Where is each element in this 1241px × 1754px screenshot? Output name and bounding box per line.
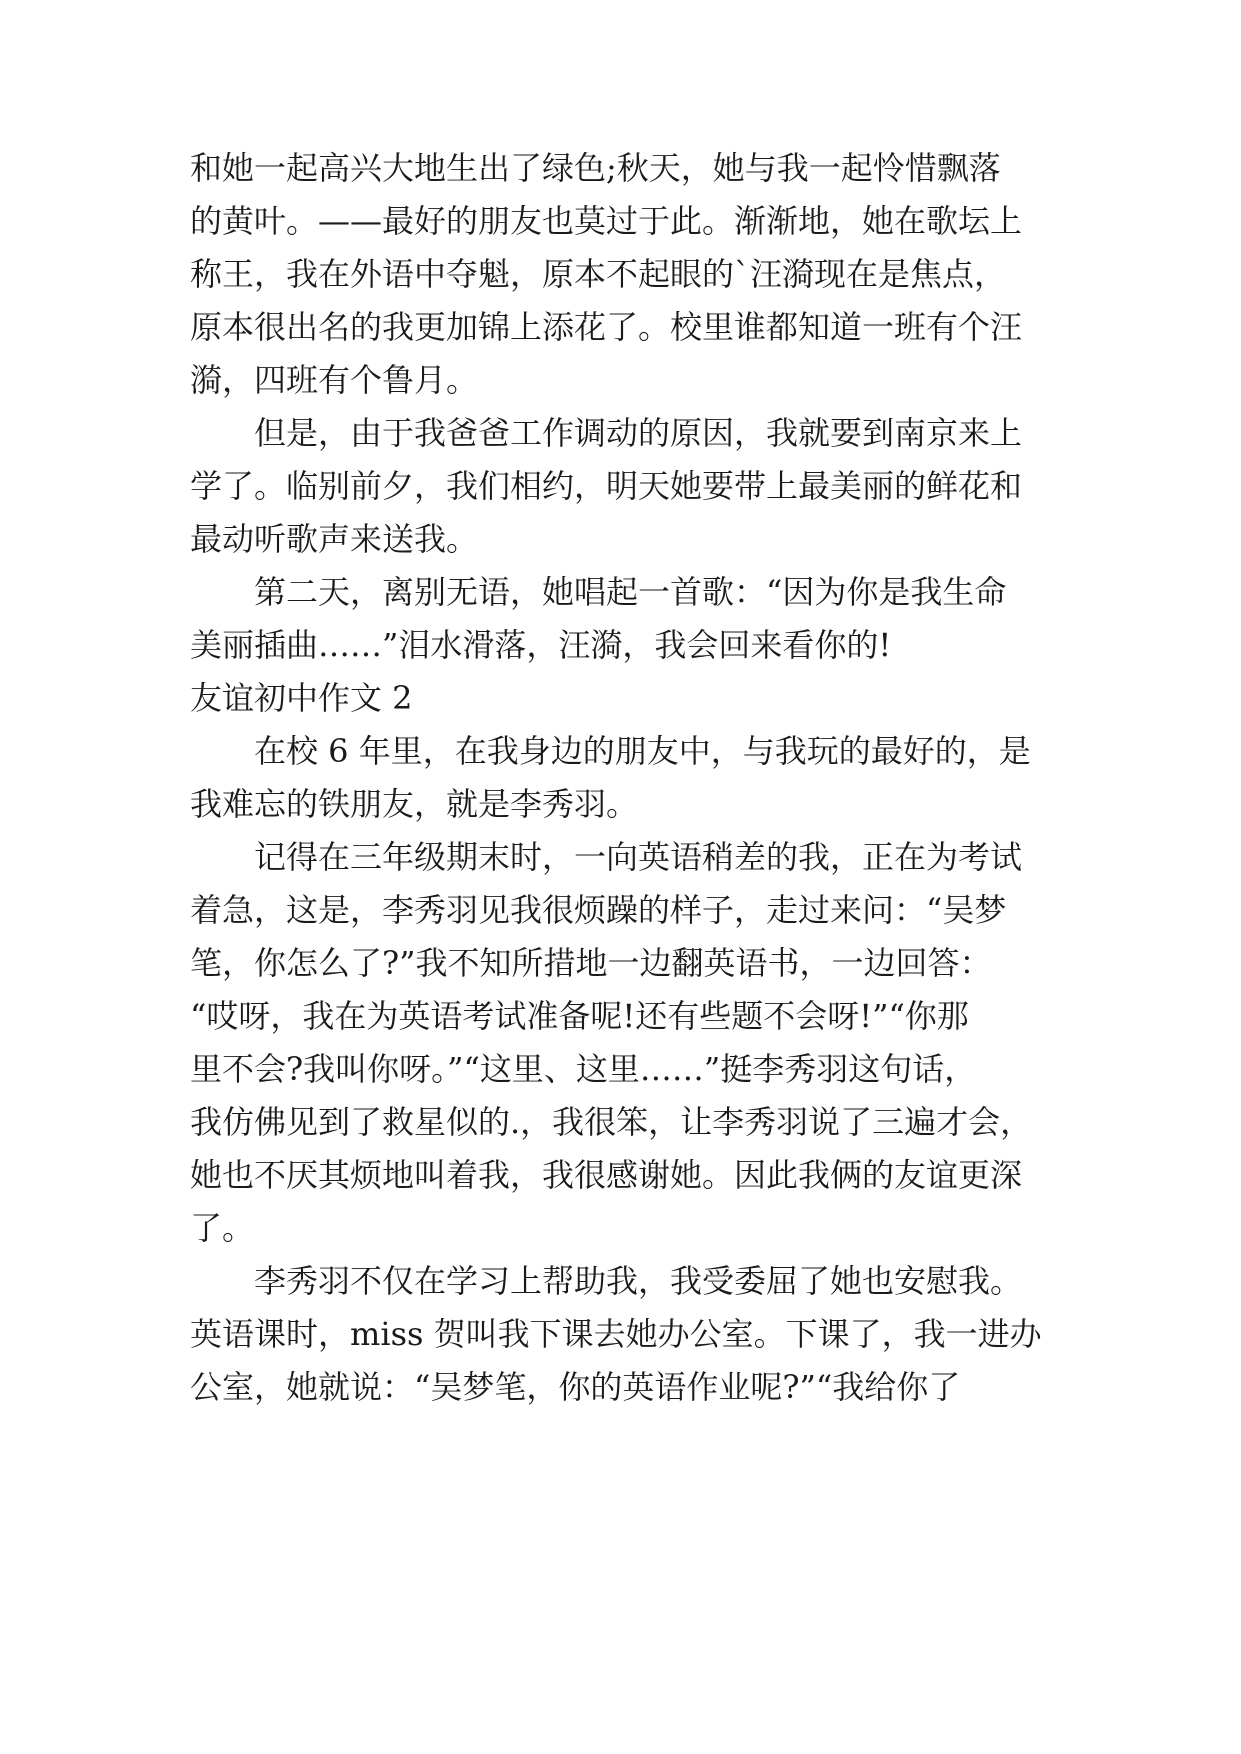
text-line: 原本很出名的我更加锦上添花了。校里谁都知道一班有个汪 xyxy=(190,308,1023,346)
document-page xyxy=(190,0,1070,1754)
text-line: 的黄叶。——最好的朋友也莫过于此。渐渐地，她在歌坛上 xyxy=(190,202,1023,240)
text-line: “哎呀，我在为英语考试准备呢!还有些题不会呀!”“你那 xyxy=(190,997,969,1035)
paragraph-first-line: 李秀羽不仅在学习上帮助我，我受委屈了她也安慰我。 xyxy=(254,1262,1023,1300)
paragraph-first-line: 在校 6 年里，在我身边的朋友中，与我玩的最好的，是 xyxy=(254,732,1031,770)
text-line: 我难忘的铁朋友，就是李秀羽。 xyxy=(190,785,639,823)
text-line: 我仿佛见到了救星似的.，我很笨，让李秀羽说了三遍才会， xyxy=(190,1103,1033,1141)
paragraph-first-line: 记得在三年级期末时，一向英语稍差的我，正在为考试 xyxy=(254,838,1023,876)
text-line: 美丽插曲……”泪水滑落，汪漪，我会回来看你的! xyxy=(190,626,892,664)
text-line: 和她一起高兴大地生出了绿色;秋天，她与我一起怜惜飘落 xyxy=(190,149,1001,187)
text-line: 里不会?我叫你呀。”“这里、这里……”挺李秀羽这句话， xyxy=(190,1050,977,1088)
paragraph-first-line: 第二天，离别无语，她唱起一首歌：“因为你是我生命 xyxy=(254,573,1007,611)
text-line: 她也不厌其烦地叫着我，我很感谢她。因此我俩的友谊更深 xyxy=(190,1156,1023,1194)
section-heading: 友谊初中作文 2 xyxy=(190,679,413,717)
text-line: 最动听歌声来送我。 xyxy=(190,520,479,558)
text-line: 漪，四班有个鲁月。 xyxy=(190,361,479,399)
text-line: 称王，我在外语中夺魁，原本不起眼的`汪漪现在是焦点， xyxy=(190,255,1007,293)
text-line: 笔，你怎么了?”我不知所措地一边翻英语书，一边回答： xyxy=(190,944,992,982)
text-line: 学了。临别前夕，我们相约，明天她要带上最美丽的鲜花和 xyxy=(190,467,1023,505)
text-line: 了。 xyxy=(190,1209,255,1247)
text-line: 着急，这是，李秀羽见我很烦躁的样子，走过来问：“吴梦 xyxy=(190,891,1007,929)
paragraph-first-line: 但是，由于我爸爸工作调动的原因，我就要到南京来上 xyxy=(254,414,1023,452)
text-line: 英语课时，miss 贺叫我下课去她办公室。下课了，我一进办 xyxy=(190,1315,1042,1353)
text-line: 公室，她就说：“吴梦笔，你的英语作业呢?”“我给你了 xyxy=(190,1368,961,1406)
